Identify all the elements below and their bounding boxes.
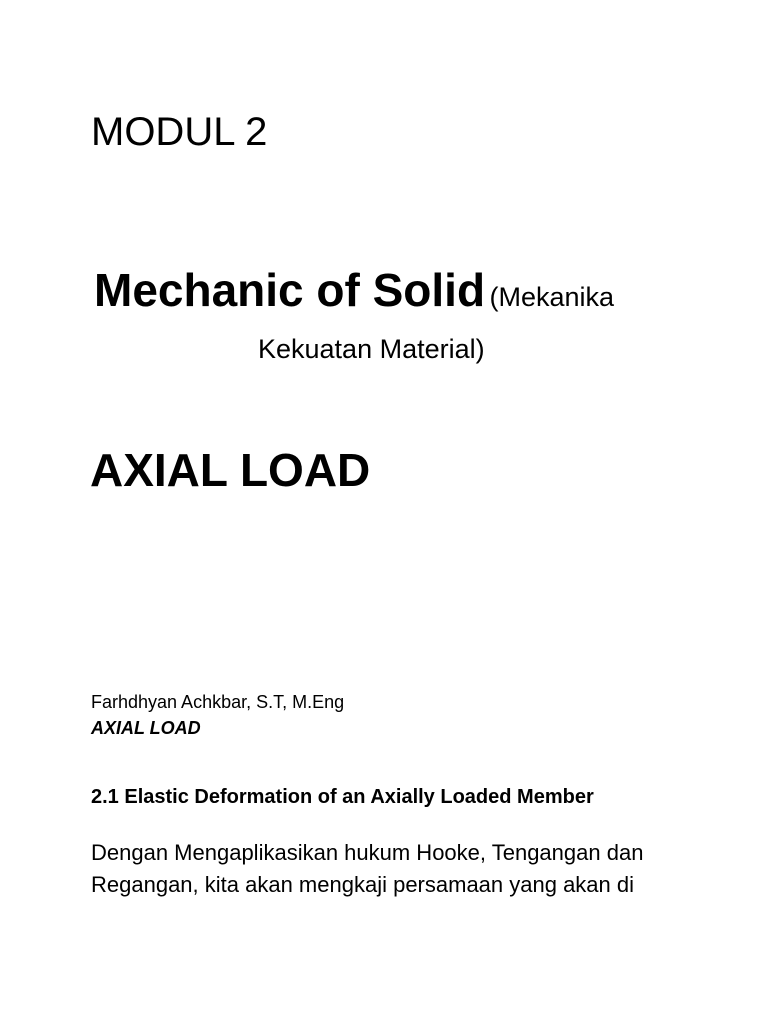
topic-title: AXIAL LOAD [90,444,371,496]
title-line-1 [94,262,614,330]
title-paren-part-2: Kekuatan Material) [258,334,485,364]
module-label: MODUL 2 [91,110,268,154]
body-paragraph [91,837,711,901]
paragraph-line: Dengan Mengaplikasikan hukum Hooke, Tengangan dan [91,840,644,865]
topic-subtitle: AXIAL LOAD [91,718,201,738]
author-name: Farhdhyan Achkbar, S.T, M.Eng [91,692,345,712]
title-paren-part-1: (Mekanika [489,282,615,312]
paragraph-line: Regangan, kita akan mengkaji persamaan yang akan di [91,872,635,897]
title-main: Mechanic of Solid [94,264,486,316]
section-heading: 2.1 Elastic Deformation of an Axially Loaded Member [91,786,594,808]
